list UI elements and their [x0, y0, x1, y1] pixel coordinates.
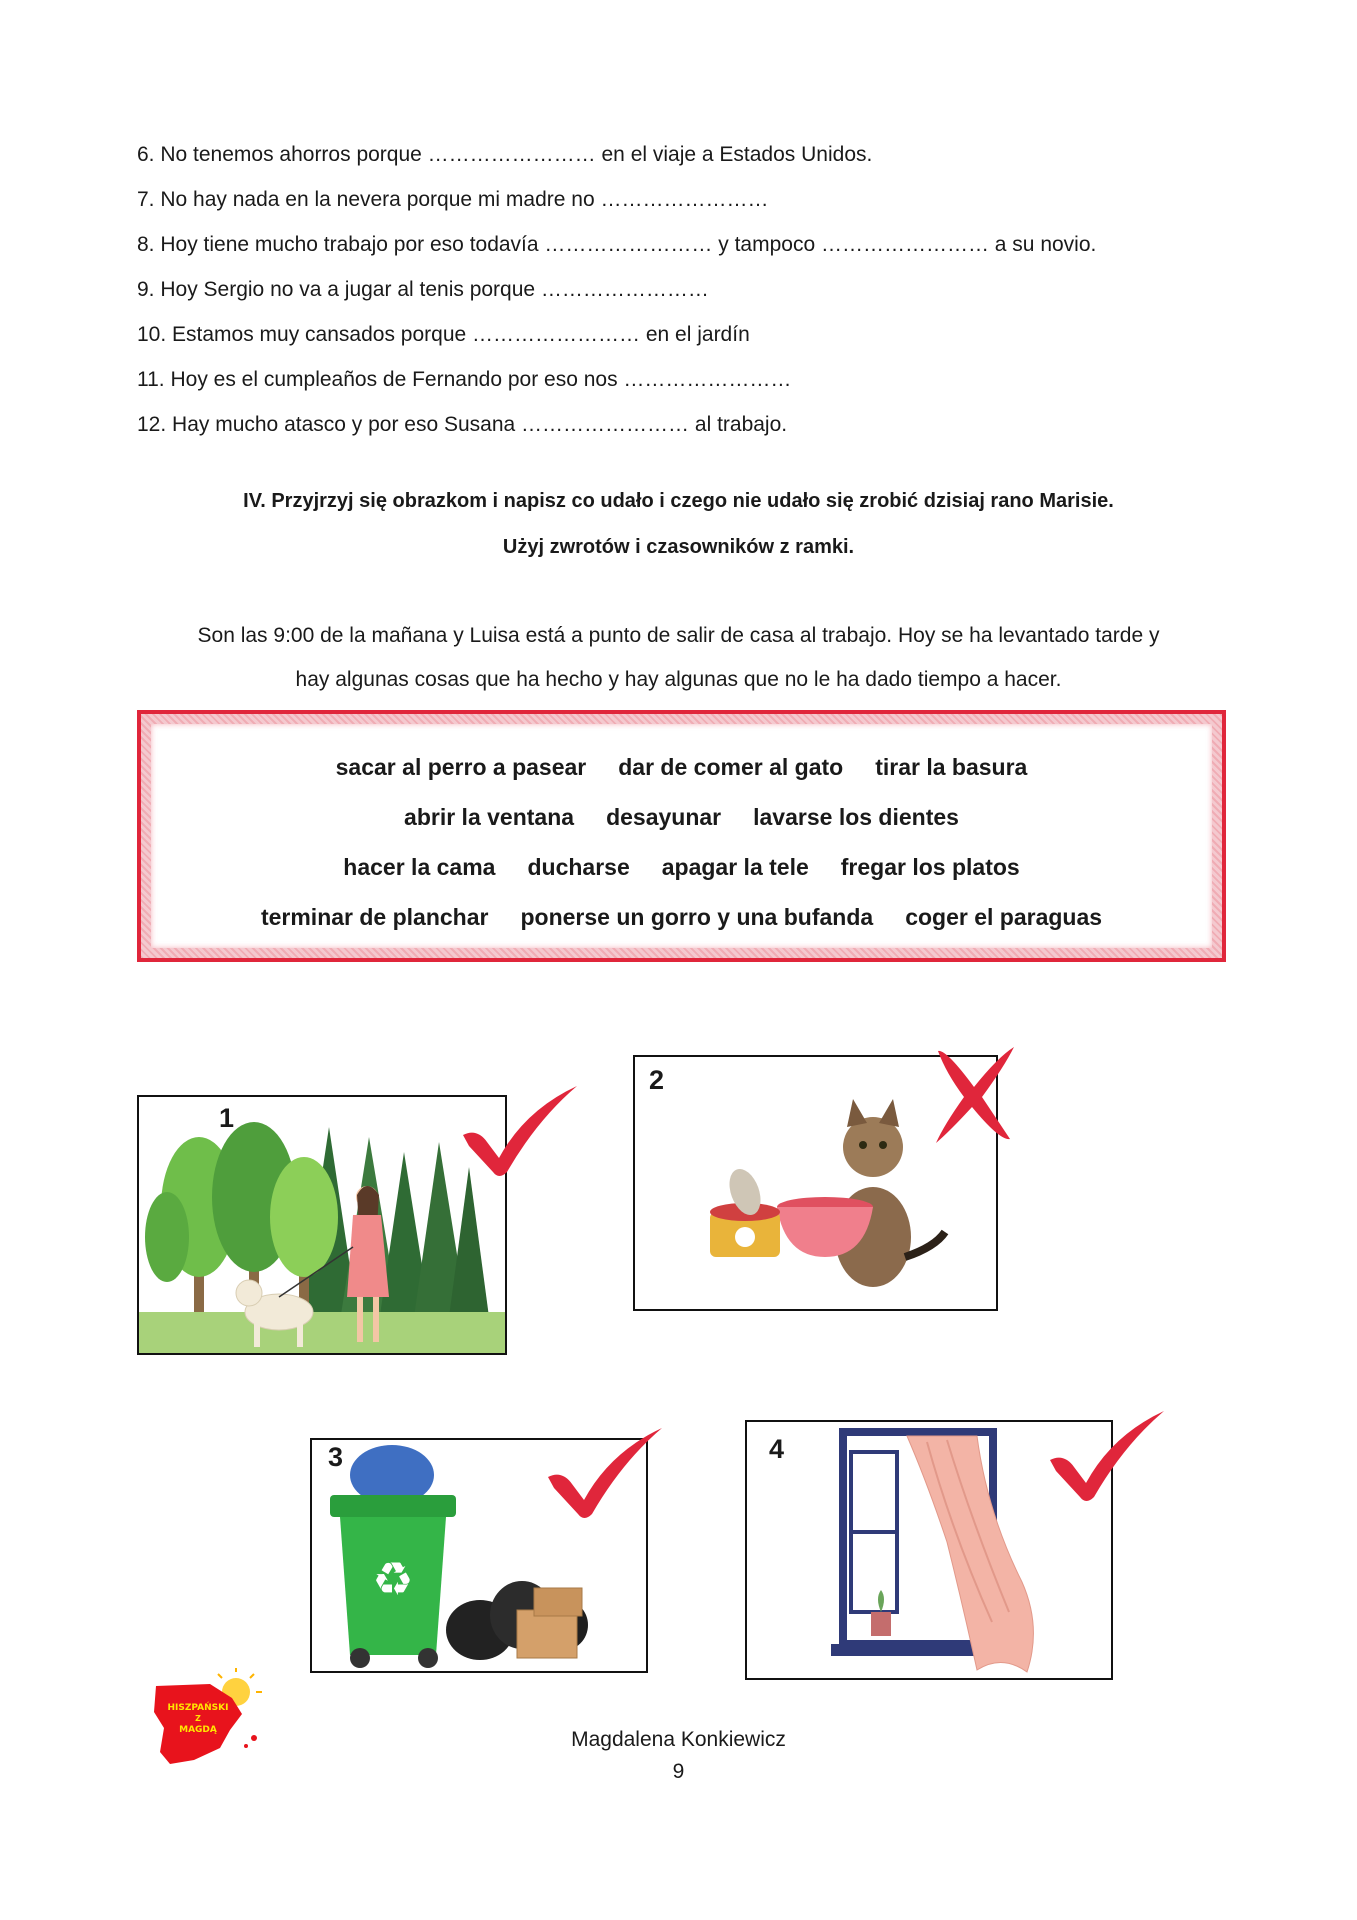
- vocab-phrase: abrir la ventana: [404, 804, 575, 830]
- sentence-6: 6. No tenemos ahorros porque …………………… en el viaje a Estados Unidos.: [137, 143, 873, 166]
- forest-trees: [139, 1122, 505, 1353]
- vocab-phrase: coger el paraguas: [905, 904, 1103, 930]
- picture-3-number: 3: [328, 1442, 344, 1472]
- instruction-line-1: IV. Przyjrzyj się obrazkom i napisz co udało i czego nie udało się zrobić dzisiaj rano Marisie.: [243, 490, 1114, 512]
- vocab-row-2: [151, 804, 1212, 831]
- footer-author: Magdalena Konkiewicz: [571, 1728, 786, 1751]
- picture-2-number: 2: [649, 1065, 665, 1095]
- instruction-line-2: Użyj zwrotów i czasowników z ramki.: [502, 536, 855, 558]
- vocab-phrase: dar de comer al gato: [618, 754, 844, 780]
- logo-text-line-3: MAGDĄ: [179, 1725, 217, 1735]
- forest-dog-walk-illustration: [139, 1097, 505, 1353]
- vocab-phrase: fregar los platos: [840, 854, 1020, 880]
- vocab-phrase: sacar al perro a pasear: [335, 754, 587, 780]
- intro-line-1: Son las 9:00 de la mañana y Luisa está a punto de salir de casa al trabajo. Hoy se ha levantado tarde y: [197, 624, 1160, 647]
- vocab-row-4: [151, 904, 1212, 931]
- vocab-phrase: ponerse un gorro y una bufanda: [520, 904, 874, 930]
- check-mark-icon: [455, 1080, 585, 1180]
- vocab-phrase: tirar la basura: [875, 754, 1028, 780]
- vocab-phrase: terminar de planchar: [260, 904, 489, 930]
- vocab-phrase: hacer la cama: [343, 854, 496, 880]
- sentence-9: 9. Hoy Sergio no va a jugar al tenis porque ……………………: [137, 278, 709, 301]
- vocab-phrase: desayunar: [606, 804, 722, 830]
- sentence-11: 11. Hoy es el cumpleaños de Fernando por eso nos ……………………: [137, 368, 792, 391]
- sentence-8: 8. Hoy tiene mucho trabajo por eso todavía …………………… y tampoco …………………… a su novio.: [137, 233, 1097, 256]
- exercise-sentences: [137, 132, 1237, 447]
- picture-4-number: 4: [769, 1434, 785, 1464]
- check-mark-icon: [540, 1422, 670, 1522]
- hiszpanski-z-magda-logo: [150, 1668, 270, 1768]
- curtain: [907, 1436, 1033, 1672]
- cross-mark-icon: [928, 1045, 1020, 1145]
- svg-text:♻: ♻: [372, 1552, 414, 1606]
- intro-line-2: hay algunas cosas que ha hecho y hay algunas que no le ha dado tiempo a hacer.: [295, 668, 1062, 691]
- sentence-10: 10. Estamos muy cansados porque …………………… en el jardín: [137, 323, 750, 346]
- sentence-12: 12. Hay mucho atasco y por eso Susana …………………… al trabajo.: [137, 413, 788, 436]
- vocab-row-1: [151, 754, 1212, 781]
- vocab-row-3: [151, 854, 1212, 881]
- vocabulary-box-inner: [151, 724, 1212, 948]
- vocab-phrase: apagar la tele: [661, 854, 809, 880]
- vocabulary-box: [137, 710, 1226, 962]
- picture-1-frame: [137, 1095, 507, 1355]
- logo-text-line-2: Z: [195, 1714, 201, 1723]
- check-mark-icon: [1042, 1405, 1172, 1505]
- cat-food-can: [710, 1165, 780, 1257]
- picture-1-number: 1: [219, 1103, 235, 1133]
- vocab-phrase: lavarse los dientes: [753, 804, 959, 830]
- recycle-bin: [330, 1445, 456, 1668]
- page-number: 9: [672, 1760, 685, 1783]
- logo-text-line-1: HISZPAŃSKI: [167, 1703, 229, 1713]
- vocab-phrase: ducharse: [527, 854, 630, 880]
- sentence-7: 7. No hay nada en la nevera porque mi madre no ……………………: [137, 188, 769, 211]
